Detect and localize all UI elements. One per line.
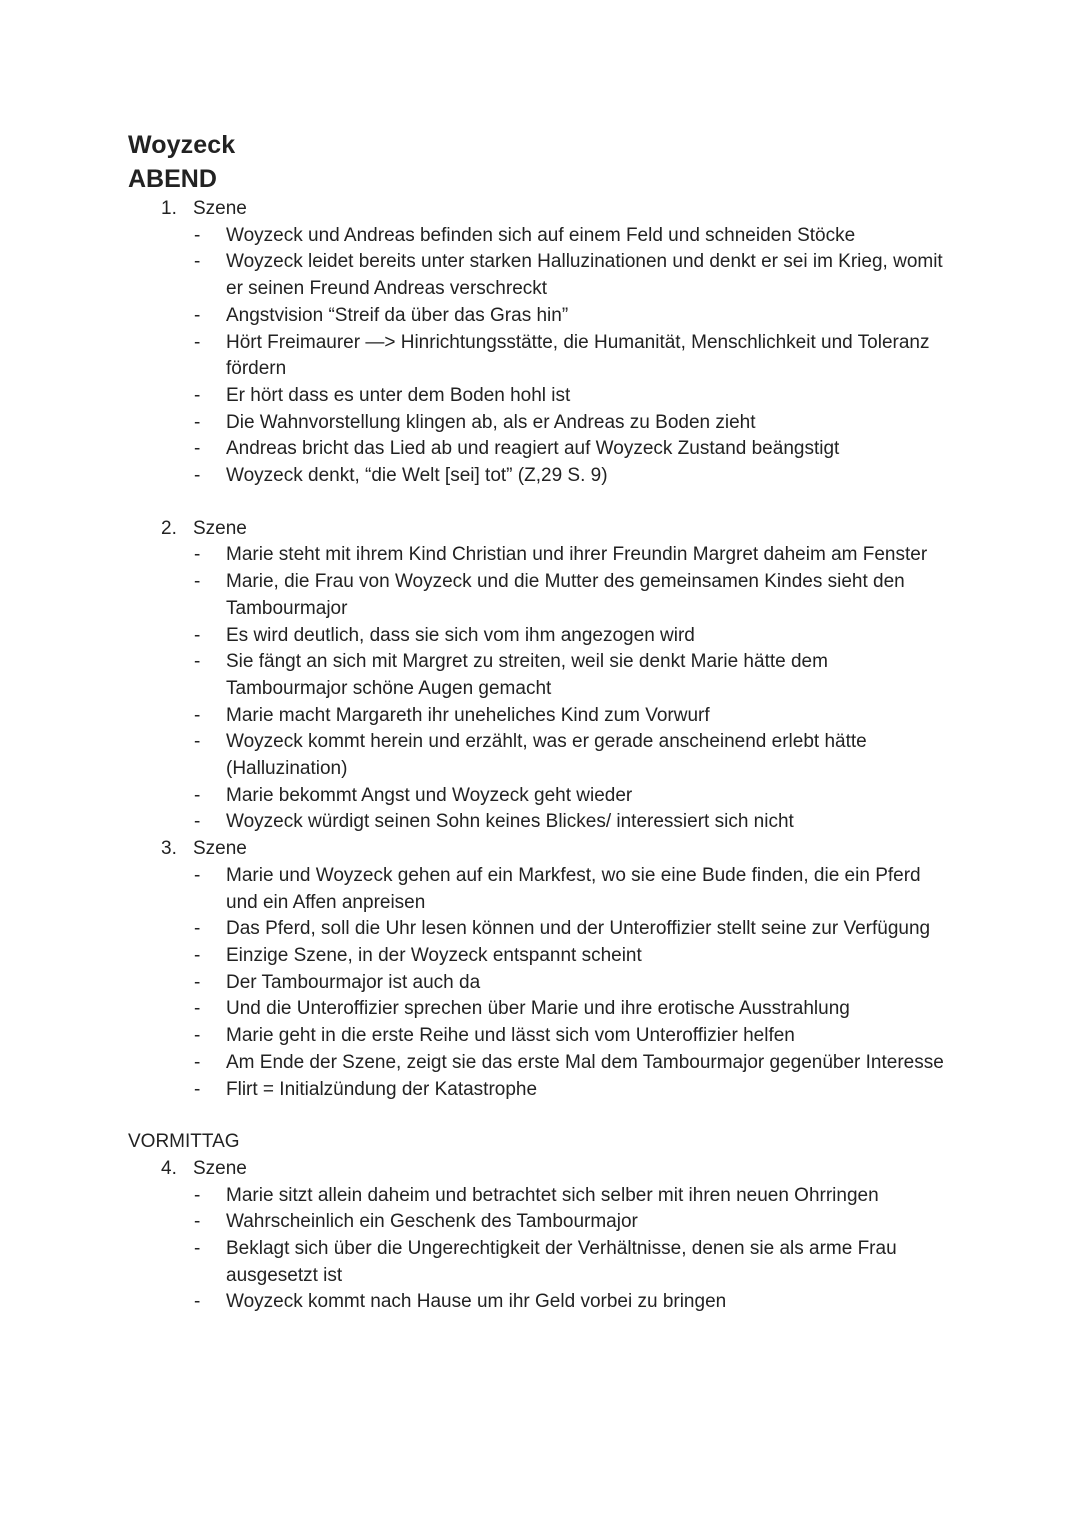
- list-item: - Hört Freimaurer —> Hinrichtungsstätte, die Humanität, Menschlichkeit und Toleranz fördern: [194, 331, 930, 380]
- list-item: - Woyzeck kommt nach Hause um ihr Geld vorbei zu bringen: [194, 1291, 727, 1313]
- list-item: - Der Tambourmajor ist auch da: [194, 971, 481, 993]
- part-heading-vormittag: VORMITTAG: [128, 1131, 240, 1153]
- list-item: - Am Ende der Szene, zeigt sie das erste Mal dem Tambourmajor gegenüber Interesse: [194, 1051, 944, 1073]
- list-item: - Beklagt sich über die Ungerechtigkeit der Verhältnisse, denen sie als arme Frau ausgesetzt ist: [194, 1238, 897, 1286]
- list-item: - Marie bekommt Angst und Woyzeck geht wieder: [194, 784, 633, 806]
- scene-number: 3.: [161, 838, 177, 860]
- scene-label: Szene: [193, 517, 247, 539]
- scene-label: Szene: [193, 838, 247, 860]
- list-item: - Woyzeck kommt herein und erzählt, was er gerade anscheinend erlebt hätte (Halluzination): [194, 731, 867, 780]
- list-item: - Er hört dass es unter dem Boden hohl ist: [194, 384, 571, 406]
- list-item: - Angstvision “Streif da über das Gras hin”: [194, 304, 569, 326]
- list-item: - Marie geht in die erste Reihe und lässt sich vom Unteroffizier helfen: [194, 1025, 795, 1047]
- scene-title: [128, 516, 988, 543]
- list-item: - Flirt = Initialzündung der Katastrophe: [194, 1078, 538, 1100]
- scene-title: [128, 1156, 988, 1183]
- list-item: - Marie macht Margareth ihr uneheliches Kind zum Vorwurf: [194, 704, 710, 726]
- list-item: - Und die Unteroffizier sprechen über Marie und ihre erotische Ausstrahlung: [194, 998, 850, 1020]
- scene-number: 4.: [161, 1157, 177, 1179]
- spacer: [128, 1103, 988, 1129]
- scene-number: 2.: [161, 517, 177, 539]
- scene-number: 1.: [161, 198, 177, 219]
- scene-bullet-list: [128, 542, 988, 836]
- list-item: - Das Pferd, soll die Uhr lesen können und der Unteroffizier stellt seine zur Verfügung: [194, 918, 931, 940]
- document-page: [128, 128, 988, 1316]
- list-item: - Woyzeck würdigt seinen Sohn keines Blickes/ interessiert sich nicht: [194, 811, 794, 833]
- scene-3: [128, 836, 988, 1103]
- list-item: - Marie und Woyzeck gehen auf ein Markfest, wo sie eine Bude finden, die ein Pferd und ein Affen anpreisen: [194, 864, 921, 913]
- document-title: Woyzeck: [128, 131, 236, 159]
- scene-label: Szene: [193, 1157, 247, 1179]
- scene-bullet-list: [128, 223, 988, 490]
- scene-title: [128, 196, 988, 223]
- spacer: [128, 490, 988, 516]
- scene-bullet-list: [128, 863, 988, 1103]
- part-heading-abend: ABEND: [128, 165, 217, 193]
- list-item: - Sie fängt an sich mit Margret zu streiten, weil sie denkt Marie hätte dem Tambourmajor schöne Augen gemacht: [194, 651, 828, 699]
- list-item: - Woyzeck und Andreas befinden sich auf einem Feld und schneiden Stöcke: [194, 224, 856, 246]
- list-item: - Woyzeck leidet bereits unter starken Halluzinationen und denkt er sei im Krieg, womit er seinen Freund Andreas verschreckt: [194, 251, 943, 300]
- list-item: - Es wird deutlich, dass sie sich vom ihm angezogen wird: [194, 624, 695, 646]
- scene-title: [128, 836, 988, 863]
- list-item: - Marie sitzt allein daheim und betrachtet sich selber mit ihren neuen Ohrringen: [194, 1184, 879, 1206]
- list-item: - Die Wahnvorstellung klingen ab, als er Andreas zu Boden zieht: [194, 411, 756, 433]
- list-item: - Einzige Szene, in der Woyzeck entspannt scheint: [194, 944, 642, 966]
- scene-2: [128, 516, 988, 836]
- list-item: - Wahrscheinlich ein Geschenk des Tambourmajor: [194, 1211, 638, 1233]
- list-item: - Woyzeck denkt, “die Welt [sei] tot” (Z,29 S. 9): [194, 465, 608, 487]
- scene-bullet-list: [128, 1183, 988, 1317]
- list-item: - Andreas bricht das Lied ab und reagiert auf Woyzeck Zustand beängstigt: [194, 438, 840, 460]
- scene-4: [128, 1156, 988, 1316]
- list-item: - Marie steht mit ihrem Kind Christian und ihrer Freundin Margret daheim am Fenster: [194, 544, 928, 566]
- list-item: - Marie, die Frau von Woyzeck und die Mutter des gemeinsamen Kindes sieht den Tambourmajor: [194, 571, 905, 619]
- scene-label: Szene: [193, 198, 247, 219]
- scene-1: [128, 196, 988, 490]
